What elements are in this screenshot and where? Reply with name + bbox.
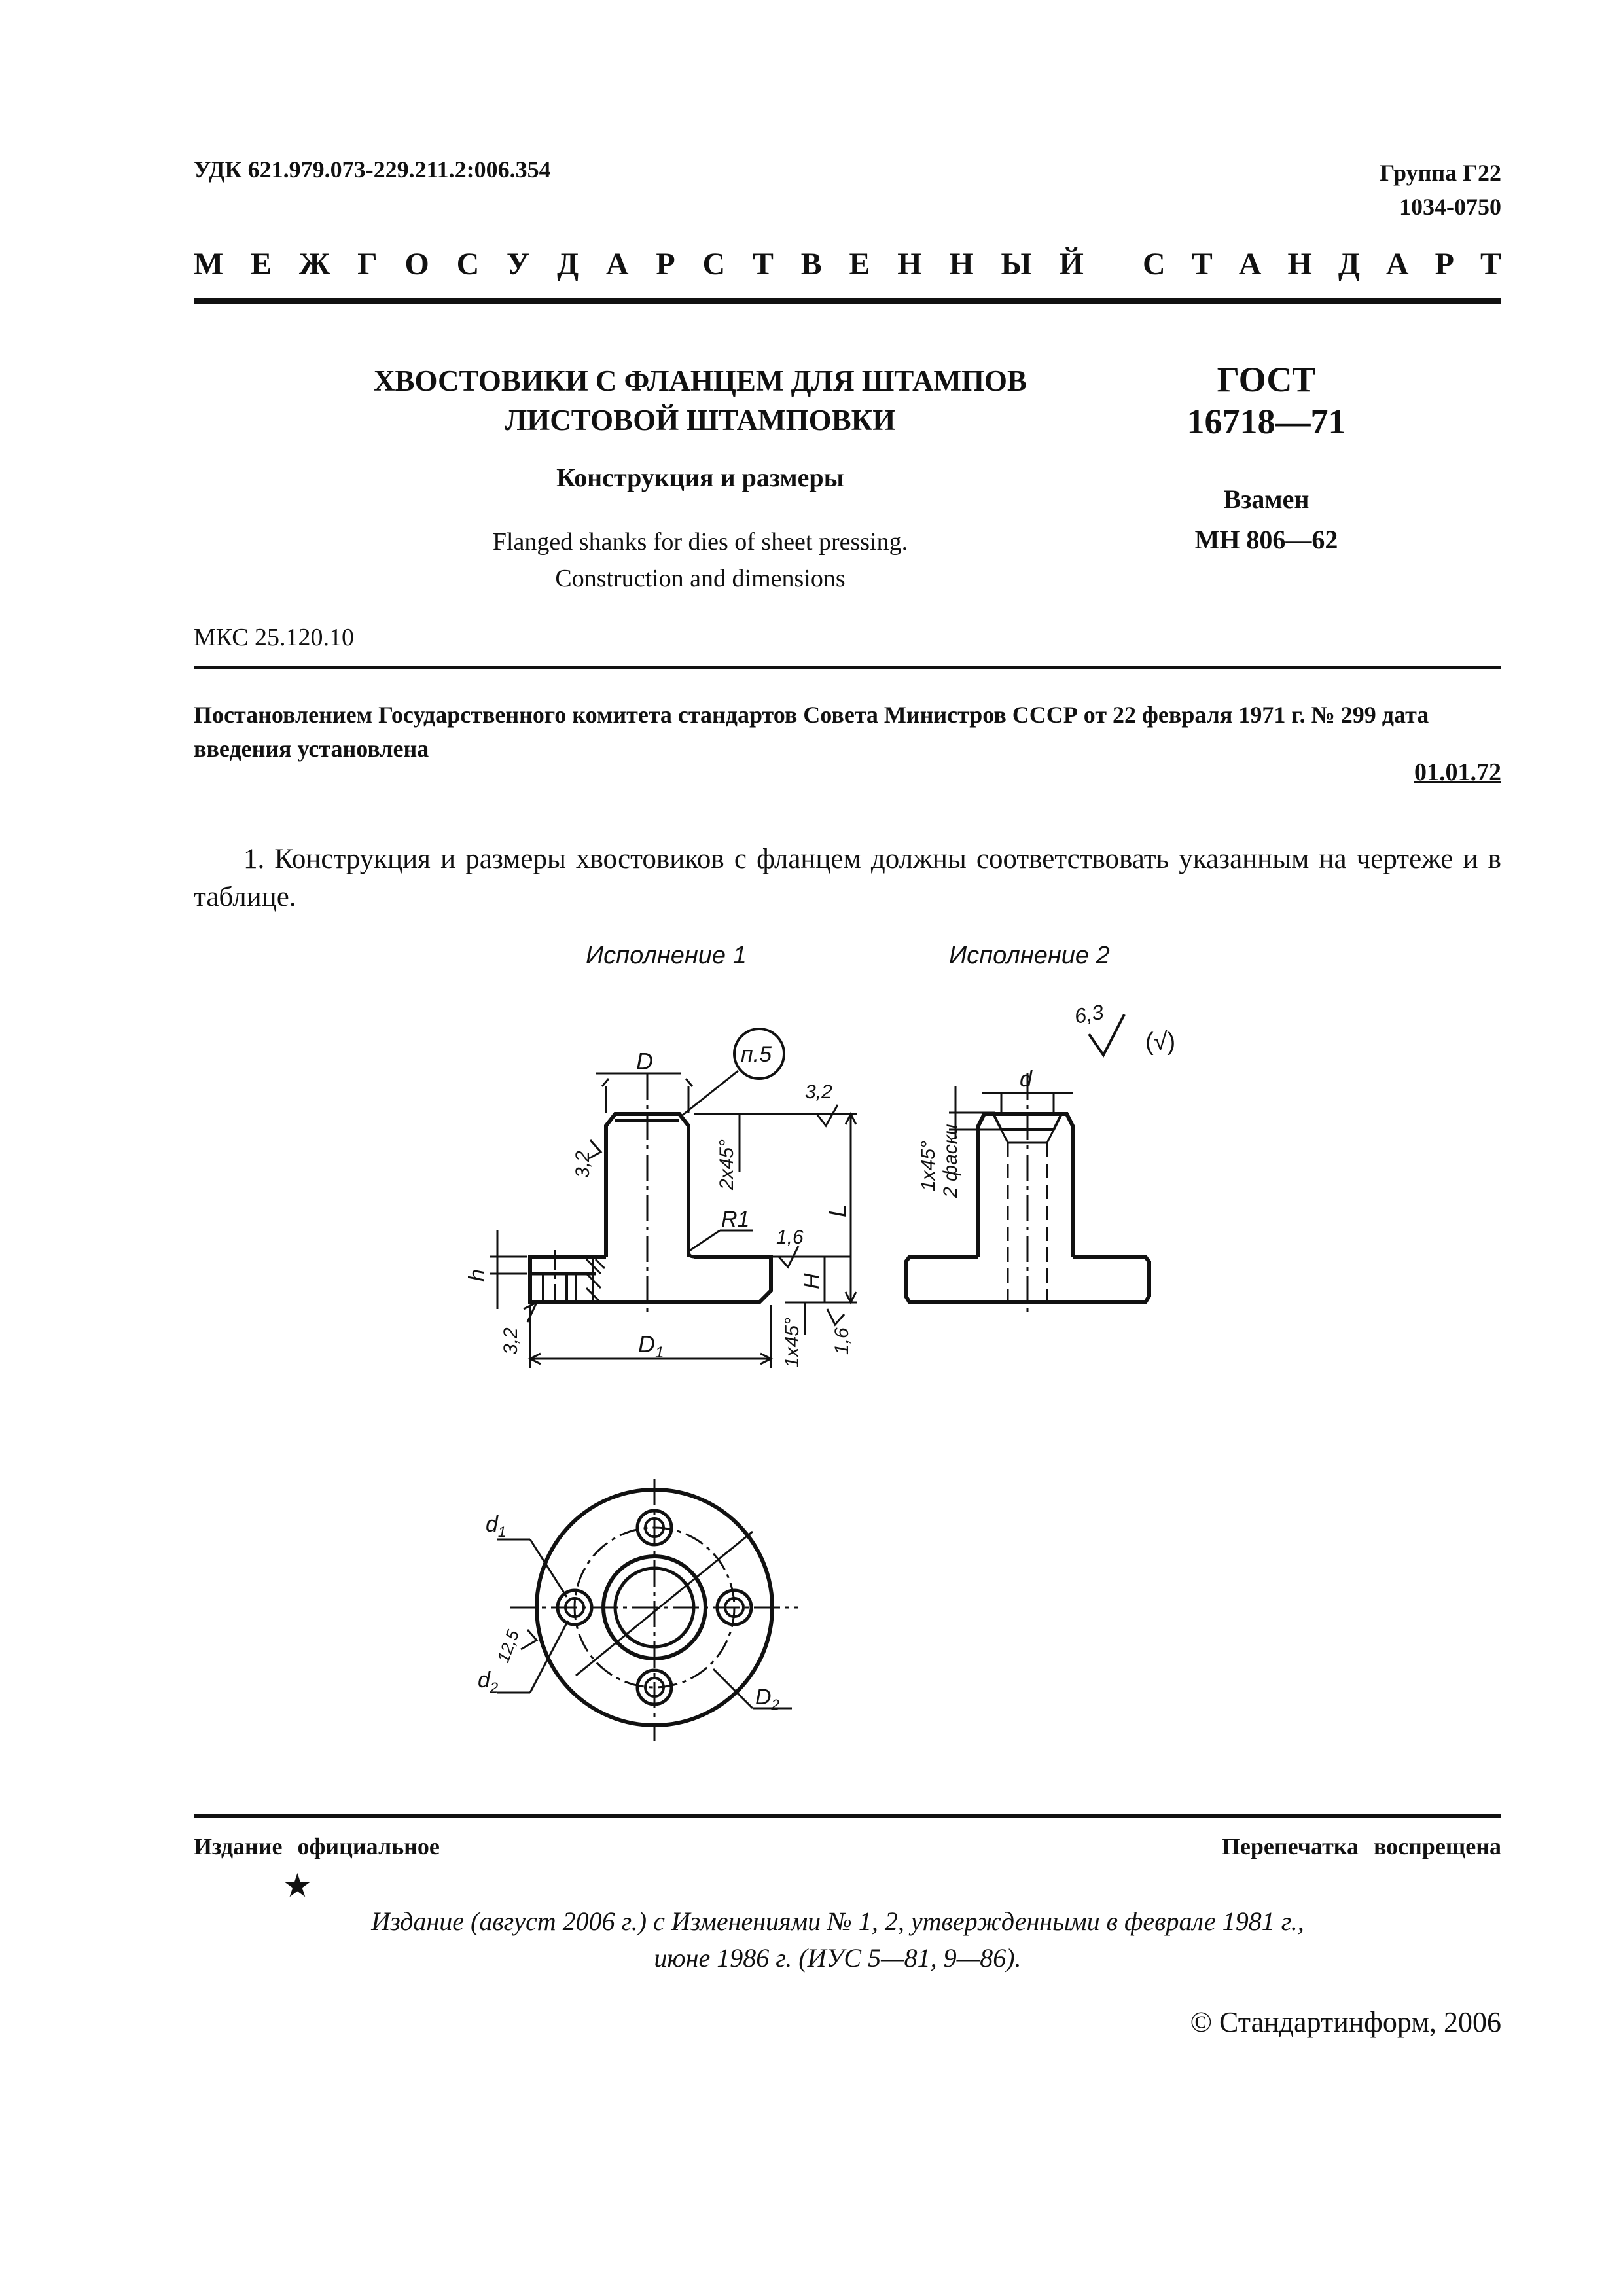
banner-letter: С [1143, 247, 1166, 281]
roughness-flange-bottom: 1,6 [831, 1327, 853, 1355]
dim-d2-label: $d_2$ [478, 1668, 499, 1696]
official-edition-label: Издание официальное [194, 1833, 440, 1859]
banner-letter: Й [1059, 247, 1084, 281]
english-title-line-1: Flanged shanks for dies of sheet pressing. [492, 528, 908, 556]
two-chamfers-note: 2 фаски [940, 1124, 961, 1198]
reprint-prohibited-label: Перепечатка воспрещена [1221, 1833, 1501, 1859]
banner-letter: Е [849, 247, 870, 281]
banner-letter: О [404, 247, 429, 281]
variant-2-label: Исполнение 2 [949, 942, 1110, 969]
variant-1-plan-view [478, 1479, 798, 1741]
radius-R1: R1 [721, 1207, 750, 1232]
banner-letter: С [456, 247, 480, 281]
footer-rule [194, 1814, 1501, 1818]
title-line-2: ЛИСТОВОЙ ШТАМПОВКИ [505, 404, 896, 437]
banner-letter: Ж [298, 247, 330, 281]
roughness-bottom-left: 3,2 [500, 1327, 522, 1355]
okp-code: 1034-0750 [1399, 194, 1501, 220]
banner-letter: А [605, 247, 629, 281]
dim-d-label: d [1020, 1067, 1032, 1092]
note-n5: п.5 [741, 1042, 772, 1067]
edition-note [262, 1903, 1414, 1977]
banner-letter: Е [251, 247, 272, 281]
variant-2-front-view [906, 1000, 1175, 1316]
roughness-side: 3,2 [572, 1151, 594, 1178]
banner-letter: Т [1480, 247, 1501, 281]
chamfer-1x45-v2: 1х45° [918, 1140, 939, 1191]
effective-date: 01.01.72 [1414, 759, 1501, 786]
dim-D1-label: $D_1$ [638, 1331, 664, 1361]
banner-letter: С [702, 247, 726, 281]
gost-label: ГОСТ [1217, 360, 1316, 399]
banner-letter: Р [1435, 247, 1454, 281]
star-icon: ★ [283, 1867, 312, 1904]
roughness-general: 6,3 [1072, 999, 1106, 1028]
banner-letter: А [1385, 247, 1409, 281]
copyright: © Стандартинформ, 2006 [1190, 2006, 1501, 2038]
dim-d1-label: $d_1$ [486, 1512, 507, 1540]
paragraph-1: 1. Конструкция и размеры хвостовиков с фланцем должны соответствовать указанным на чертеже и в таблице. [194, 844, 1501, 912]
title-line-1: ХВОСТОВИКИ С ФЛАНЦЕМ ДЛЯ ШТАМПОВ [373, 365, 1027, 397]
banner-letter: Н [897, 247, 922, 281]
banner-letter: Г [357, 247, 378, 281]
decree-text: Постановлением Государственного комитета стандартов Совета Министров СССР от 22 февраля 1971 г. № 299 дата введения установлена [194, 702, 1429, 762]
replaces-label: Взамен [1223, 484, 1310, 514]
roughness-check: (√) [1145, 1028, 1176, 1056]
roughness-flange-top: 1,6 [776, 1227, 804, 1248]
banner-letter: Н [1287, 247, 1312, 281]
banner-letter: А [1238, 247, 1262, 281]
banner-letter: Д [1338, 247, 1360, 281]
banner-letter: Д [557, 247, 579, 281]
udk-code: УДК 621.979.073-229.211.2:006.354 [194, 156, 551, 183]
gost-number: 16718—71 [1186, 402, 1346, 441]
dim-D-label: D [636, 1048, 653, 1075]
banner-letter: Т [752, 247, 774, 281]
banner-letter: Т [1191, 247, 1213, 281]
dim-L-label: L [824, 1204, 851, 1217]
banner-letter: М [194, 247, 224, 281]
variant-1-front-view [465, 1029, 857, 1368]
roughness-top: 3,2 [805, 1081, 832, 1103]
dim-D2-label: $D_2$ [755, 1685, 779, 1713]
banner-letter: Ы [1001, 247, 1032, 281]
dim-H-label: H [800, 1273, 825, 1289]
mks-code: МКС 25.120.10 [194, 624, 355, 651]
variant-1-label: Исполнение 1 [586, 942, 747, 969]
banner-letter: В [800, 247, 822, 281]
roughness-hole: 12,5 [493, 1627, 523, 1666]
document-subtitle: Конструкция и размеры [556, 463, 844, 492]
chamfer-2x45: 2х45° [716, 1139, 738, 1190]
chamfer-1x45: 1х45° [781, 1317, 803, 1368]
edition-note-line-2: июне 1986 г. (ИУС 5—81, 9—86). [654, 1943, 1022, 1973]
replaces-number: МН 806—62 [1194, 525, 1338, 554]
banner-letter: У [507, 247, 530, 281]
dim-h-label: h [465, 1269, 490, 1282]
banner-letter: Р [656, 247, 675, 281]
edition-note-line-1: Издание (август 2006 г.) с Изменениями № 1, 2, утвержденными в феврале 1981 г., [371, 1907, 1304, 1936]
group-label: Группа Г22 [1380, 160, 1501, 186]
banner-letter: Н [949, 247, 974, 281]
english-title-line-2: Construction and dimensions [555, 565, 846, 592]
